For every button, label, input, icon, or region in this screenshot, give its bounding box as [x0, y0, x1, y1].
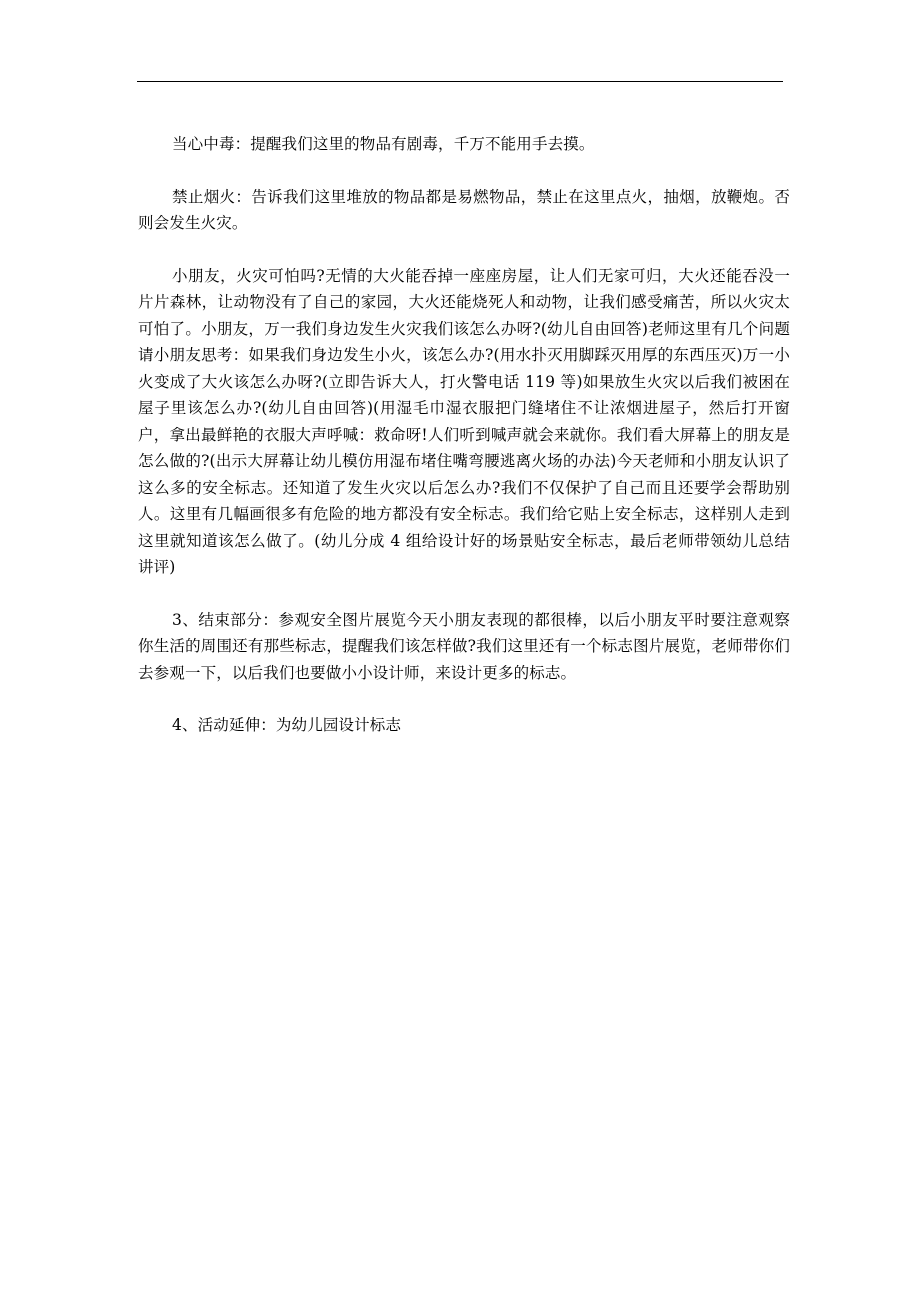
paragraph-extension: 4、活动延伸：为幼儿园设计标志 [172, 716, 402, 734]
document-body [138, 131, 790, 739]
paragraph-no-fire: 禁止烟火：告诉我们这里堆放的物品都是易燃物品，禁止在这里点火，抽烟，放鞭炮。否则会发生火灾。 [138, 187, 790, 232]
paragraph-conclusion: 3、结束部分：参观安全图片展览今天小朋友表现的都很棒，以后小朋友平时要注意观察你生活的周围还有那些标志，提醒我们该怎样做?我们这里还有一个标志图片展览，老师带你们去参观一下，以后我们也要做小小设计师，来设计更多的标志。 [138, 610, 790, 682]
header-rule [137, 81, 783, 82]
paragraph-fire-safety-discussion: 小朋友，火灾可怕吗?无情的大火能吞掉一座座房屋，让人们无家可归，大火还能吞没一片片森林，让动物没有了自己的家园，大火还能烧死人和动物，让我们感受痛苦，所以火灾太可怕了。小朋友，万一我们身边发生火灾我们该怎么办呀?(幼儿自由回答)老师这里有几个问题请小朋友思考：如果我们身边发生小火，该怎么办?(用水扑灭用脚踩灭用厚的东西压灭)万一小火变成了大火该怎么办呀?(立即告诉大人，打火警电话 119 等)如果放生火灾以后我们被困在屋子里该怎么办?(幼儿自由回答)(用湿毛巾湿衣服把门缝堵住不让浓烟进屋子，然后打开窗户，拿出最鲜艳的衣服大声呼喊：救命呀!人们听到喊声就会来就你。我们看大屏幕上的朋友是怎么做的?(出示大屏幕让幼儿模仿用湿布堵住嘴弯腰逃离火场的办法)今天老师和小朋友认识了这么多的安全标志。还知道了发生火灾以后怎么办?我们不仅保护了自己而且还要学会帮助别人。这里有几幅画很多有危险的地方都没有安全标志。我们给它贴上安全标志，这样别人走到这里就知道该怎么做了。(幼儿分成 4 组给设计好的场景贴安全标志，最后老师带领幼儿总结讲评) [138, 266, 790, 576]
paragraph-poison-warning: 当心中毒：提醒我们这里的物品有剧毒，千万不能用手去摸。 [172, 135, 595, 153]
